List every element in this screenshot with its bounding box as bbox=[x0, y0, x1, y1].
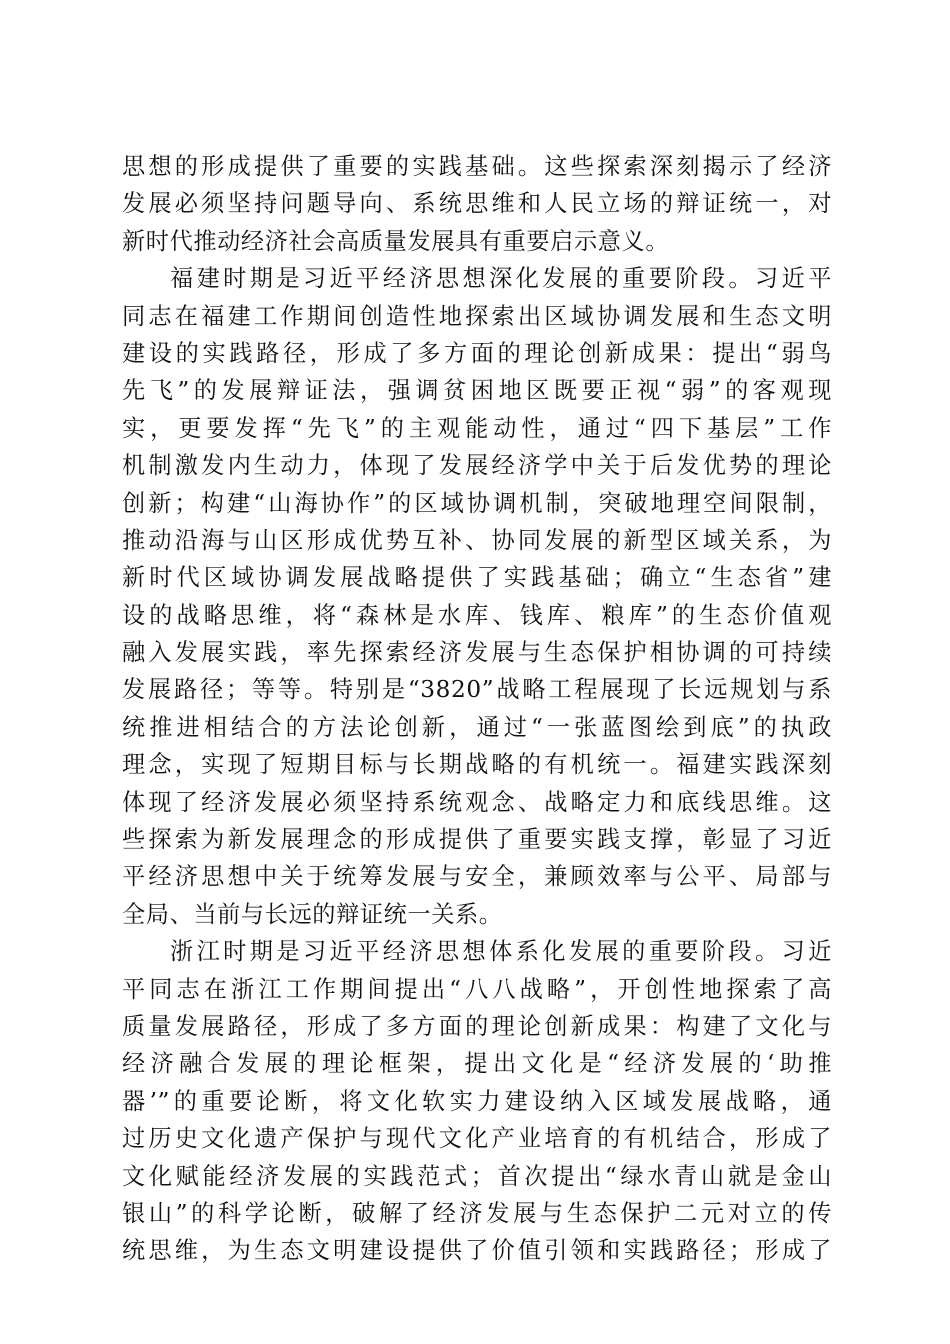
text-line: 实，更要发挥“先飞”的主观能动性，通过“四下基层”工作 bbox=[122, 414, 832, 442]
text-line: 发展路径；等等。特别是“3820”战略工程展现了长远规划与系 bbox=[122, 676, 832, 704]
body-text bbox=[122, 148, 832, 1270]
text-line: 同志在福建工作期间创造性地探索出区域协调发展和生态文明 bbox=[122, 302, 832, 330]
text-line: 平经济思想中关于统筹发展与安全，兼顾效率与公平、局部与 bbox=[122, 863, 832, 891]
text-line: 先飞”的发展辩证法，强调贫困地区既要正视“弱”的客观现 bbox=[122, 377, 832, 405]
text-line: 全局、当前与长远的辩证统一关系。 bbox=[122, 900, 503, 928]
text-line: 融入发展实践，率先探索经济发展与生态保护相协调的可持续 bbox=[122, 639, 832, 667]
text-line: 过历史文化遗产保护与现代文化产业培育的有机结合，形成了 bbox=[122, 1125, 832, 1153]
text-line: 质量发展路径，形成了多方面的理论创新成果：构建了文化与 bbox=[122, 1012, 832, 1040]
text-line: 设的战略思维，将“森林是水库、钱库、粮库”的生态价值观 bbox=[122, 601, 832, 629]
text-line: 文化赋能经济发展的实践范式；首次提出“绿水青山就是金山 bbox=[122, 1162, 832, 1190]
text-line: 统推进相结合的方法论创新，通过“一张蓝图绘到底”的执政 bbox=[122, 713, 832, 741]
text-line: 建设的实践路径，形成了多方面的理论创新成果：提出“弱鸟 bbox=[122, 339, 832, 367]
text-line: 体现了经济发展必须坚持系统观念、战略定力和底线思维。这 bbox=[122, 788, 832, 816]
text-line: 新时代区域协调发展战略提供了实践基础；确立“生态省”建 bbox=[122, 564, 832, 592]
text-line: 思想的形成提供了重要的实践基础。这些探索深刻揭示了经济 bbox=[122, 153, 832, 180]
text-line: 推动沿海与山区形成优势互补、协同发展的新型区域关系，为 bbox=[122, 526, 832, 554]
text-line: 理念，实现了短期目标与长期战略的有机统一。福建实践深刻 bbox=[122, 751, 832, 779]
text-line: 机制激发内生动力，体现了发展经济学中关于后发优势的理论 bbox=[122, 452, 832, 480]
text-line: 经济融合发展的理论框架，提出文化是“经济发展的‘助推 bbox=[122, 1050, 832, 1078]
text-line: 器’”的重要论断，将文化软实力建设纳入区域发展战略，通 bbox=[122, 1087, 832, 1115]
text-line: 创新；构建“山海协作”的区域协调机制，突破地理空间限制， bbox=[122, 489, 832, 517]
text-line: 统思维，为生态文明建设提供了价值引领和实践路径；形成了 bbox=[122, 1237, 832, 1265]
paragraph-first-line: 福建时期是习近平经济思想深化发展的重要阶段。习近平 bbox=[170, 265, 832, 293]
text-line: 发展必须坚持问题导向、系统思维和人民立场的辩证统一，对 bbox=[122, 190, 832, 218]
text-line: 银山”的科学论断，破解了经济发展与生态保护二元对立的传 bbox=[122, 1199, 832, 1227]
text-line: 些探索为新发展理念的形成提供了重要实践支撑，彰显了习近 bbox=[122, 826, 832, 854]
paragraph-first-line: 浙江时期是习近平经济思想体系化发展的重要阶段。习近 bbox=[170, 938, 832, 966]
text-line: 平同志在浙江工作期间提出“八八战略”，开创性地探索了高 bbox=[122, 975, 832, 1003]
text-line: 新时代推动经济社会高质量发展具有重要启示意义。 bbox=[122, 227, 670, 255]
